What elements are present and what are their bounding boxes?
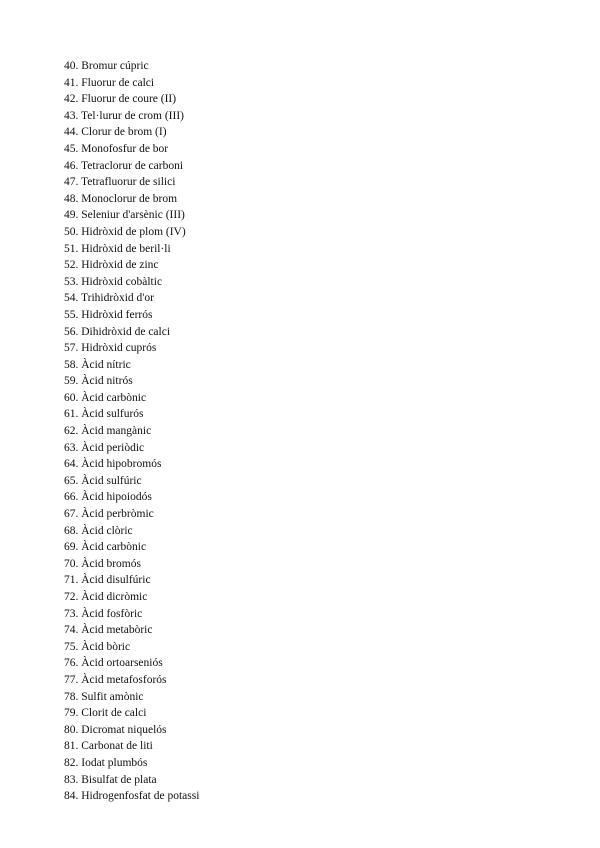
list-item: 54. Trihidròxid d'or <box>64 292 154 305</box>
list-item: 80. Dicromat niquelós <box>64 723 167 736</box>
list-item: 61. Àcid sulfurós <box>64 408 144 421</box>
list-item: 73. Àcid fosfòric <box>64 607 143 620</box>
list-item: 41. Fluorur de calci <box>64 76 155 89</box>
list-item: 53. Hidròxid cobàltic <box>64 275 163 288</box>
list-item: 75. Àcid bòric <box>64 640 131 653</box>
list-item: 78. Sulfit amònic <box>64 690 144 703</box>
list-item: 51. Hidròxid de beril·li <box>64 242 171 255</box>
list-item: 65. Àcid sulfúric <box>64 474 142 487</box>
list-item: 81. Carbonat de liti <box>64 740 153 753</box>
list-item: 47. Tetrafluorur de silici <box>64 176 176 189</box>
list-item: 74. Àcid metabòric <box>64 624 153 637</box>
list-item: 50. Hidròxid de plom (IV) <box>64 225 186 238</box>
list-item: 48. Monoclorur de brom <box>64 192 178 205</box>
list-item: 59. Àcid nitrós <box>64 375 133 388</box>
list-item: 77. Àcid metafosforós <box>64 673 167 686</box>
list-item: 83. Bisulfat de plata <box>64 773 157 786</box>
list-item: 68. Àcid clòric <box>64 524 133 537</box>
list-item: 44. Clorur de brom (I) <box>64 126 167 139</box>
compound-list <box>64 58 199 805</box>
list-item: 79. Clorit de calci <box>64 707 147 720</box>
list-item: 49. Seleniur d'arsènic (III) <box>64 209 185 222</box>
list-item: 62. Àcid mangànic <box>64 425 152 438</box>
list-item: 58. Àcid nítric <box>64 358 131 371</box>
list-item: 82. Iodat plumbós <box>64 756 148 769</box>
list-item: 76. Àcid ortoarseniós <box>64 657 163 670</box>
list-item: 40. Bromur cúpric <box>64 60 149 72</box>
list-item: 72. Àcid dicròmic <box>64 591 148 603</box>
list-item: 43. Tel·lurur de crom (III) <box>64 109 185 122</box>
list-item: 56. Dihidròxid de calci <box>64 325 171 338</box>
list-item: 84. Hidrogenfosfat de potassi <box>64 790 200 803</box>
list-item: 69. Àcid carbònic <box>64 541 147 554</box>
list-item: 45. Monofosfur de bor <box>64 142 169 155</box>
list-item: 55. Hidròxid ferrós <box>64 308 153 321</box>
list-item: 57. Hidròxid cuprós <box>64 342 157 355</box>
list-item: 64. Àcid hipobromós <box>64 458 162 471</box>
list-item: 70. Àcid bromós <box>64 557 141 570</box>
list-item: 63. Àcid periòdic <box>64 441 145 454</box>
list-item: 46. Tetraclorur de carboni <box>64 159 184 172</box>
list-item: 66. Àcid hipoiodós <box>64 491 152 504</box>
list-item: 60. Àcid carbònic <box>64 391 147 404</box>
list-item: 52. Hidròxid de zinc <box>64 259 159 272</box>
list-item: 71. Àcid disulfúric <box>64 574 151 587</box>
list-item: 67. Àcid perbròmic <box>64 508 154 521</box>
list-item: 42. Fluorur de coure (II) <box>64 93 177 106</box>
